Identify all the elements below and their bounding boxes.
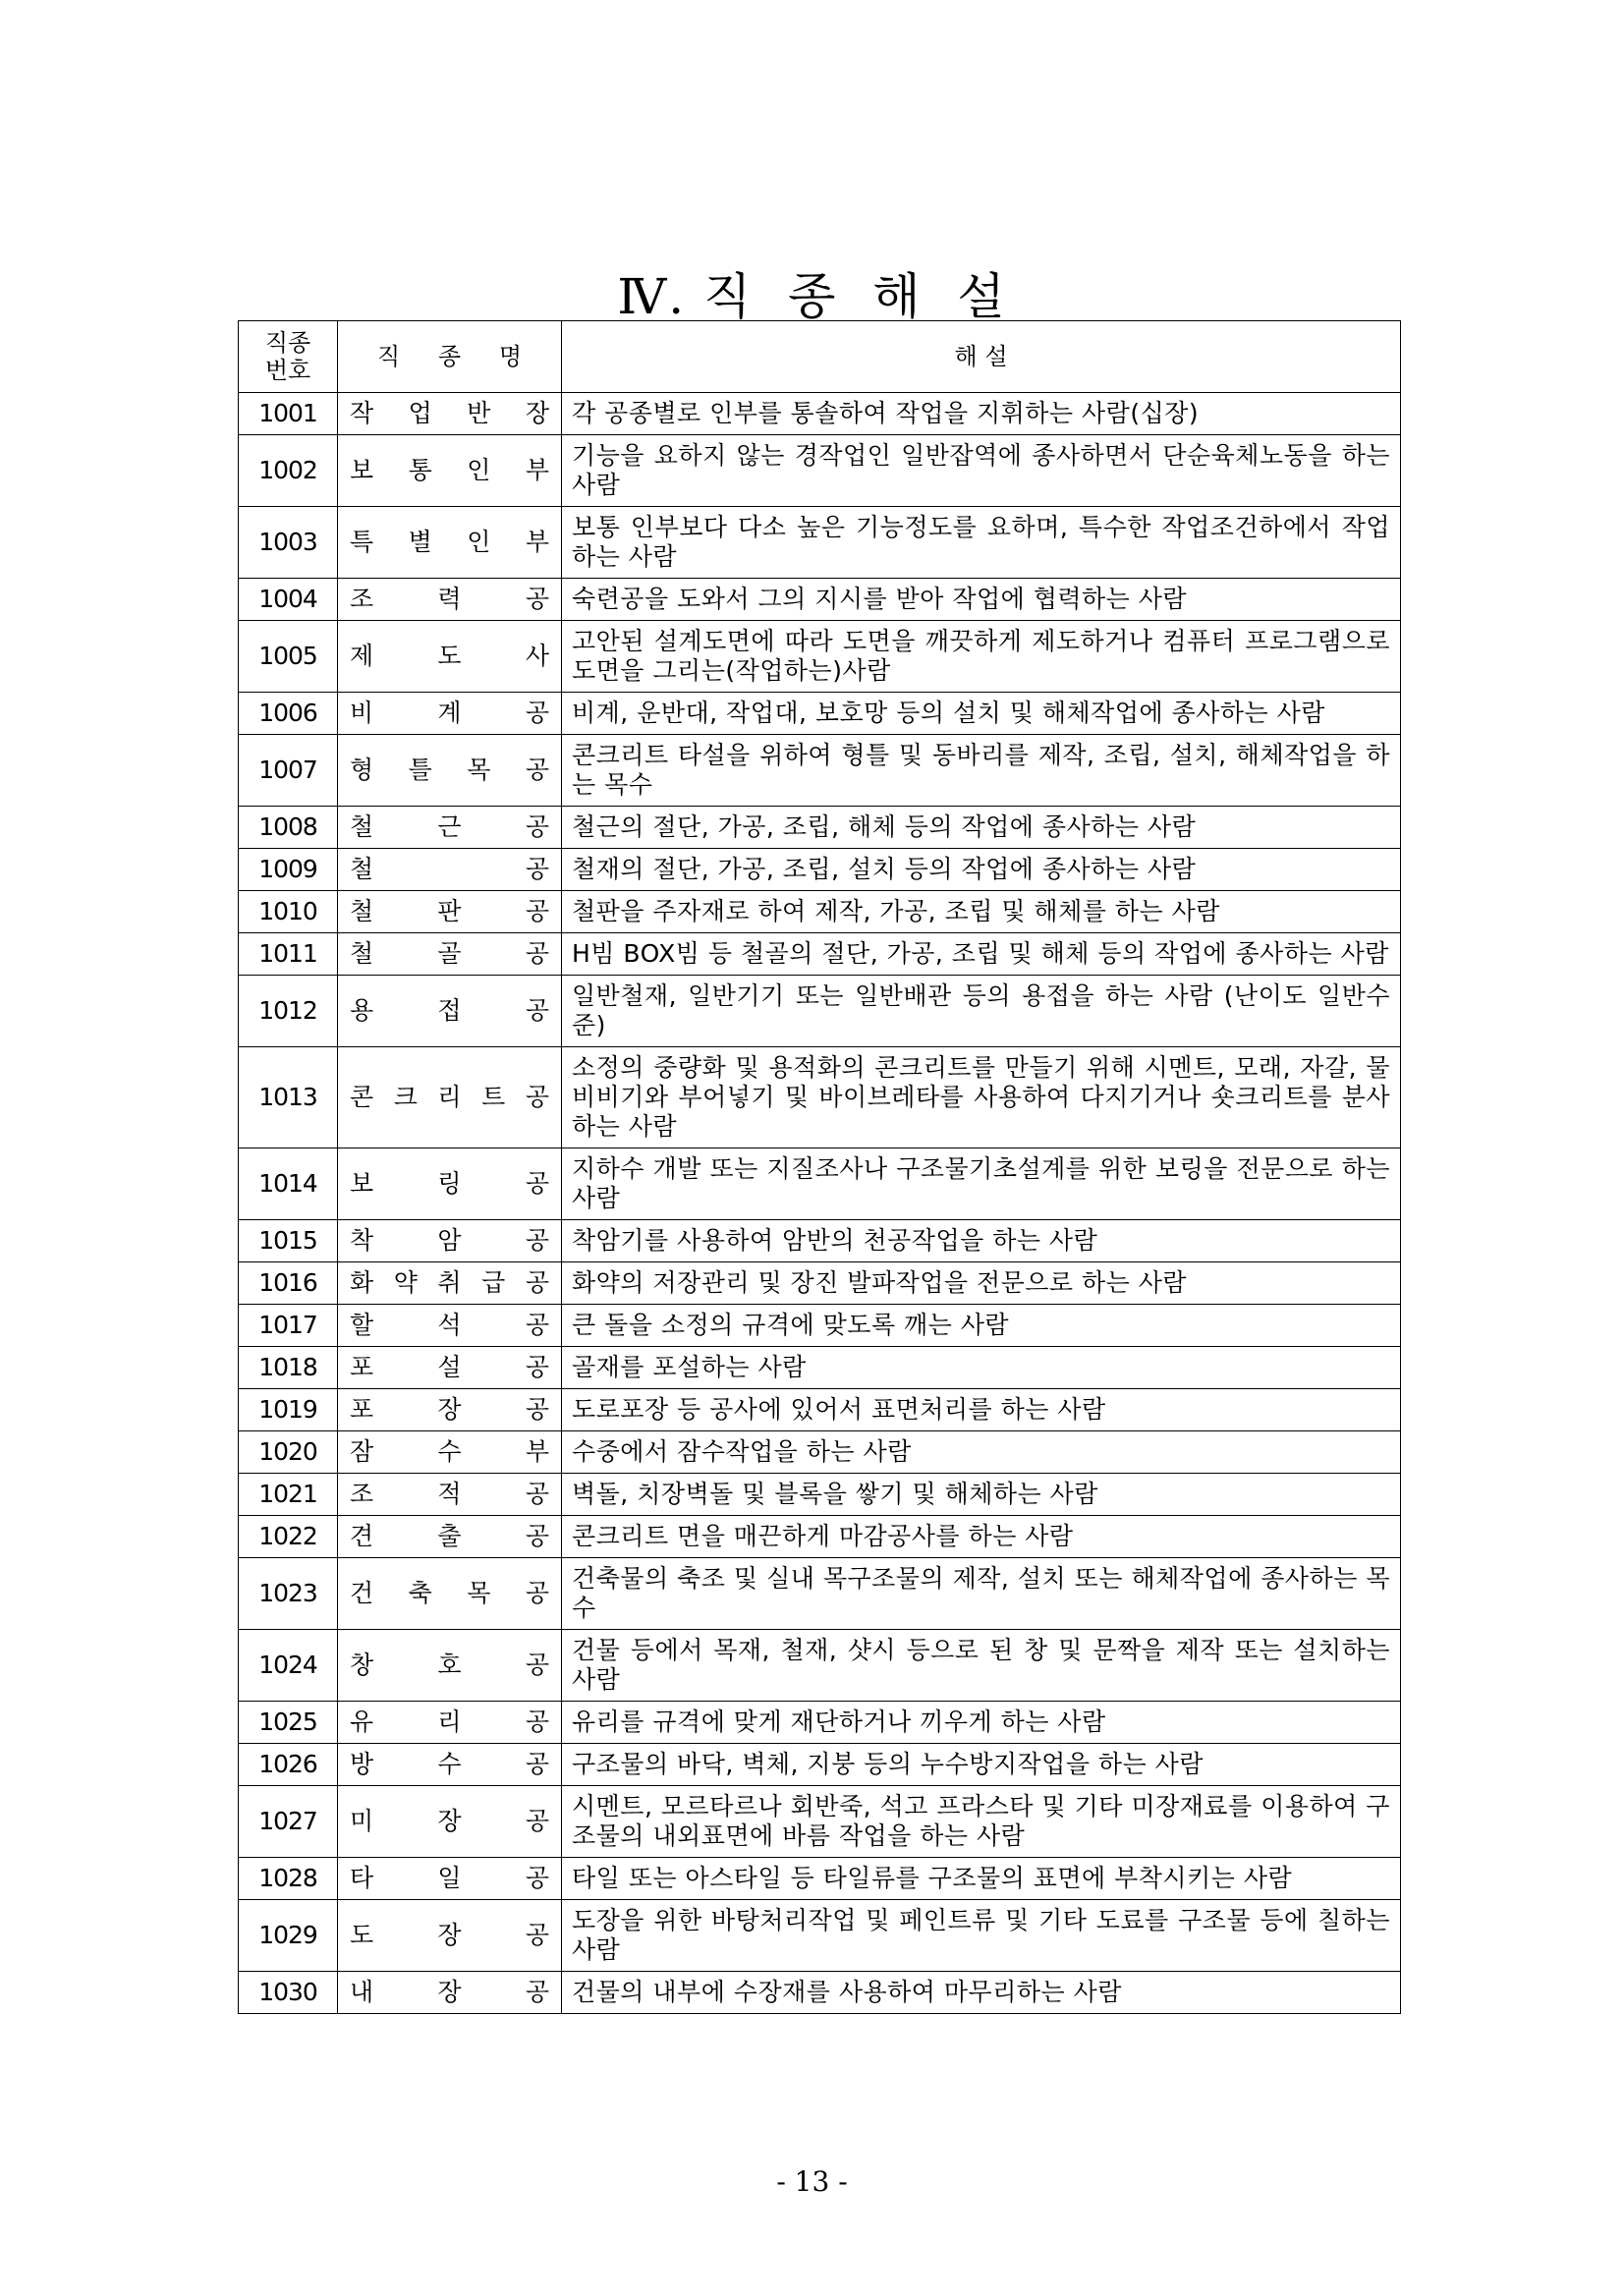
job-code: 1022 xyxy=(239,1516,338,1558)
table-row xyxy=(239,1220,1401,1262)
job-description: 고안된 설계도면에 따라 도면을 깨끗하게 제도하거나 컴퓨터 프로그램으로 도면을 그리는(작업하는)사람 xyxy=(562,621,1401,693)
table-row xyxy=(239,507,1401,579)
job-name: 포 장 공 xyxy=(338,1389,562,1431)
job-description: 벽돌, 치장벽돌 및 블록을 쌓기 및 해체하는 사람 xyxy=(562,1474,1401,1516)
job-name: 창 호 공 xyxy=(338,1630,562,1702)
job-description: 도로포장 등 공사에 있어서 표면처리를 하는 사람 xyxy=(562,1389,1401,1431)
table-row xyxy=(239,1305,1401,1347)
table-row xyxy=(239,1702,1401,1744)
table-row xyxy=(239,1389,1401,1431)
job-code: 1003 xyxy=(239,507,338,579)
job-description: 철판을 주자재로 하여 제작, 가공, 조립 및 해체를 하는 사람 xyxy=(562,891,1401,933)
table-row xyxy=(239,976,1401,1047)
job-description: 철근의 절단, 가공, 조립, 해체 등의 작업에 종사하는 사람 xyxy=(562,807,1401,849)
job-code: 1024 xyxy=(239,1630,338,1702)
job-code: 1029 xyxy=(239,1900,338,1972)
table-row xyxy=(239,1431,1401,1474)
table-row xyxy=(239,1900,1401,1972)
job-description: 기능을 요하지 않는 경작업인 일반잡역에 종사하면서 단순육체노동을 하는 사람 xyxy=(562,435,1401,507)
job-description: 지하수 개발 또는 지질조사나 구조물기초설계를 위한 보링을 전문으로 하는 사람 xyxy=(562,1148,1401,1220)
table-row xyxy=(239,807,1401,849)
job-name: 내 장 공 xyxy=(338,1972,562,2014)
header-name: 직 종 명 xyxy=(338,321,562,393)
job-description: 각 공종별로 인부를 통솔하여 작업을 지휘하는 사람(십장) xyxy=(562,393,1401,435)
job-description: 화약의 저장관리 및 장진 발파작업을 전문으로 하는 사람 xyxy=(562,1262,1401,1305)
table-row xyxy=(239,621,1401,693)
job-name: 유 리 공 xyxy=(338,1702,562,1744)
job-name: 작 업 반 장 xyxy=(338,393,562,435)
header-code: 직종 번호 xyxy=(239,321,338,393)
job-name: 제 도 사 xyxy=(338,621,562,693)
job-code: 1028 xyxy=(239,1858,338,1900)
table-row xyxy=(239,1558,1401,1630)
table-body xyxy=(239,393,1401,2014)
job-code: 1025 xyxy=(239,1702,338,1744)
job-code: 1016 xyxy=(239,1262,338,1305)
job-name: 건 축 목 공 xyxy=(338,1558,562,1630)
job-type-table xyxy=(238,320,1401,2014)
job-description: 수중에서 잠수작업을 하는 사람 xyxy=(562,1431,1401,1474)
job-name: 견 출 공 xyxy=(338,1516,562,1558)
job-name: 미 장 공 xyxy=(338,1786,562,1858)
job-description: 골재를 포설하는 사람 xyxy=(562,1347,1401,1389)
table-row xyxy=(239,1858,1401,1900)
job-description: 철재의 절단, 가공, 조립, 설치 등의 작업에 종사하는 사람 xyxy=(562,849,1401,891)
job-code: 1030 xyxy=(239,1972,338,2014)
job-description: 유리를 규격에 맞게 재단하거나 끼우게 하는 사람 xyxy=(562,1702,1401,1744)
table-row xyxy=(239,1148,1401,1220)
job-name: 조 력 공 xyxy=(338,579,562,621)
job-description: 구조물의 바닥, 벽체, 지붕 등의 누수방지작업을 하는 사람 xyxy=(562,1744,1401,1786)
job-code: 1002 xyxy=(239,435,338,507)
job-description: 타일 또는 아스타일 등 타일류를 구조물의 표면에 부착시키는 사람 xyxy=(562,1858,1401,1900)
job-name: 도 장 공 xyxy=(338,1900,562,1972)
table-row xyxy=(239,891,1401,933)
job-description: 일반철재, 일반기기 또는 일반배관 등의 용접을 하는 사람 (난이도 일반수준) xyxy=(562,976,1401,1047)
job-description: 콘크리트 면을 매끈하게 마감공사를 하는 사람 xyxy=(562,1516,1401,1558)
job-code: 1019 xyxy=(239,1389,338,1431)
job-code: 1011 xyxy=(239,933,338,976)
job-code: 1001 xyxy=(239,393,338,435)
job-description: 소정의 중량화 및 용적화의 콘크리트를 만들기 위해 시멘트, 모래, 자갈, 물 비비기와 부어넣기 및 바이브레타를 사용하여 다지기거나 숏크리트를 분사하는 사람 xyxy=(562,1047,1401,1148)
job-description: 콘크리트 타설을 위하여 형틀 및 동바리를 제작, 조립, 설치, 해체작업을 하는 목수 xyxy=(562,735,1401,807)
job-code: 1004 xyxy=(239,579,338,621)
job-code: 1013 xyxy=(239,1047,338,1148)
job-name: 형 틀 목 공 xyxy=(338,735,562,807)
table-row xyxy=(239,693,1401,735)
table-row xyxy=(239,1262,1401,1305)
job-code: 1008 xyxy=(239,807,338,849)
job-code: 1012 xyxy=(239,976,338,1047)
job-name: 착 암 공 xyxy=(338,1220,562,1262)
job-name: 특 별 인 부 xyxy=(338,507,562,579)
table-row xyxy=(239,435,1401,507)
table-row xyxy=(239,735,1401,807)
table-row xyxy=(239,1972,1401,2014)
job-name: 보 통 인 부 xyxy=(338,435,562,507)
job-code: 1014 xyxy=(239,1148,338,1220)
table-row xyxy=(239,849,1401,891)
table-row xyxy=(239,1786,1401,1858)
job-name: 포 설 공 xyxy=(338,1347,562,1389)
job-description: 건물의 내부에 수장재를 사용하여 마무리하는 사람 xyxy=(562,1972,1401,2014)
table-row xyxy=(239,1744,1401,1786)
job-name: 용 접 공 xyxy=(338,976,562,1047)
job-description: H빔 BOX빔 등 철골의 절단, 가공, 조립 및 해체 등의 작업에 종사하는 사람 xyxy=(562,933,1401,976)
job-code: 1010 xyxy=(239,891,338,933)
job-description: 보통 인부보다 다소 높은 기능정도를 요하며, 특수한 작업조건하에서 작업하는 사람 xyxy=(562,507,1401,579)
job-description: 착암기를 사용하여 암반의 천공작업을 하는 사람 xyxy=(562,1220,1401,1262)
job-code: 1007 xyxy=(239,735,338,807)
job-name: 보 링 공 xyxy=(338,1148,562,1220)
job-description: 숙련공을 도와서 그의 지시를 받아 작업에 협력하는 사람 xyxy=(562,579,1401,621)
job-description: 도장을 위한 바탕처리작업 및 페인트류 및 기타 도료를 구조물 등에 칠하는 사람 xyxy=(562,1900,1401,1972)
job-code: 1018 xyxy=(239,1347,338,1389)
job-name: 콘 크 리 트 공 xyxy=(338,1047,562,1148)
job-name: 할 석 공 xyxy=(338,1305,562,1347)
table-header-row xyxy=(239,321,1401,393)
job-name: 화 약 취 급 공 xyxy=(338,1262,562,1305)
table-row xyxy=(239,1047,1401,1148)
table-row xyxy=(239,579,1401,621)
job-name: 방 수 공 xyxy=(338,1744,562,1786)
job-name: 잠 수 부 xyxy=(338,1431,562,1474)
job-description: 건축물의 축조 및 실내 목구조물의 제작, 설치 또는 해체작업에 종사하는 목수 xyxy=(562,1558,1401,1630)
table-row xyxy=(239,1630,1401,1702)
job-code: 1021 xyxy=(239,1474,338,1516)
table-row xyxy=(239,1347,1401,1389)
job-code: 1006 xyxy=(239,693,338,735)
job-name: 비 계 공 xyxy=(338,693,562,735)
job-code: 1026 xyxy=(239,1744,338,1786)
job-description: 시멘트, 모르타르나 회반죽, 석고 프라스타 및 기타 미장재료를 이용하여 구조물의 내외표면에 바름 작업을 하는 사람 xyxy=(562,1786,1401,1858)
page-title: Ⅳ. 직 종 해 설 xyxy=(617,268,1007,325)
job-name: 조 적 공 xyxy=(338,1474,562,1516)
job-description: 비계, 운반대, 작업대, 보호망 등의 설치 및 해체작업에 종사하는 사람 xyxy=(562,693,1401,735)
page-number: - 13 - xyxy=(776,2165,848,2198)
job-code: 1023 xyxy=(239,1558,338,1630)
job-name: 철 공 xyxy=(338,849,562,891)
job-code: 1015 xyxy=(239,1220,338,1262)
job-code: 1009 xyxy=(239,849,338,891)
job-description: 건물 등에서 목재, 철재, 샷시 등으로 된 창 및 문짝을 제작 또는 설치하는 사람 xyxy=(562,1630,1401,1702)
table-row xyxy=(239,1516,1401,1558)
job-code: 1005 xyxy=(239,621,338,693)
table-row xyxy=(239,933,1401,976)
table-row xyxy=(239,1474,1401,1516)
job-name: 타 일 공 xyxy=(338,1858,562,1900)
job-name: 철 골 공 xyxy=(338,933,562,976)
job-name: 철 근 공 xyxy=(338,807,562,849)
job-code: 1017 xyxy=(239,1305,338,1347)
job-code: 1027 xyxy=(239,1786,338,1858)
job-name: 철 판 공 xyxy=(338,891,562,933)
header-description: 해 설 xyxy=(562,321,1401,393)
table-row xyxy=(239,393,1401,435)
job-code: 1020 xyxy=(239,1431,338,1474)
job-description: 큰 돌을 소정의 규격에 맞도록 깨는 사람 xyxy=(562,1305,1401,1347)
